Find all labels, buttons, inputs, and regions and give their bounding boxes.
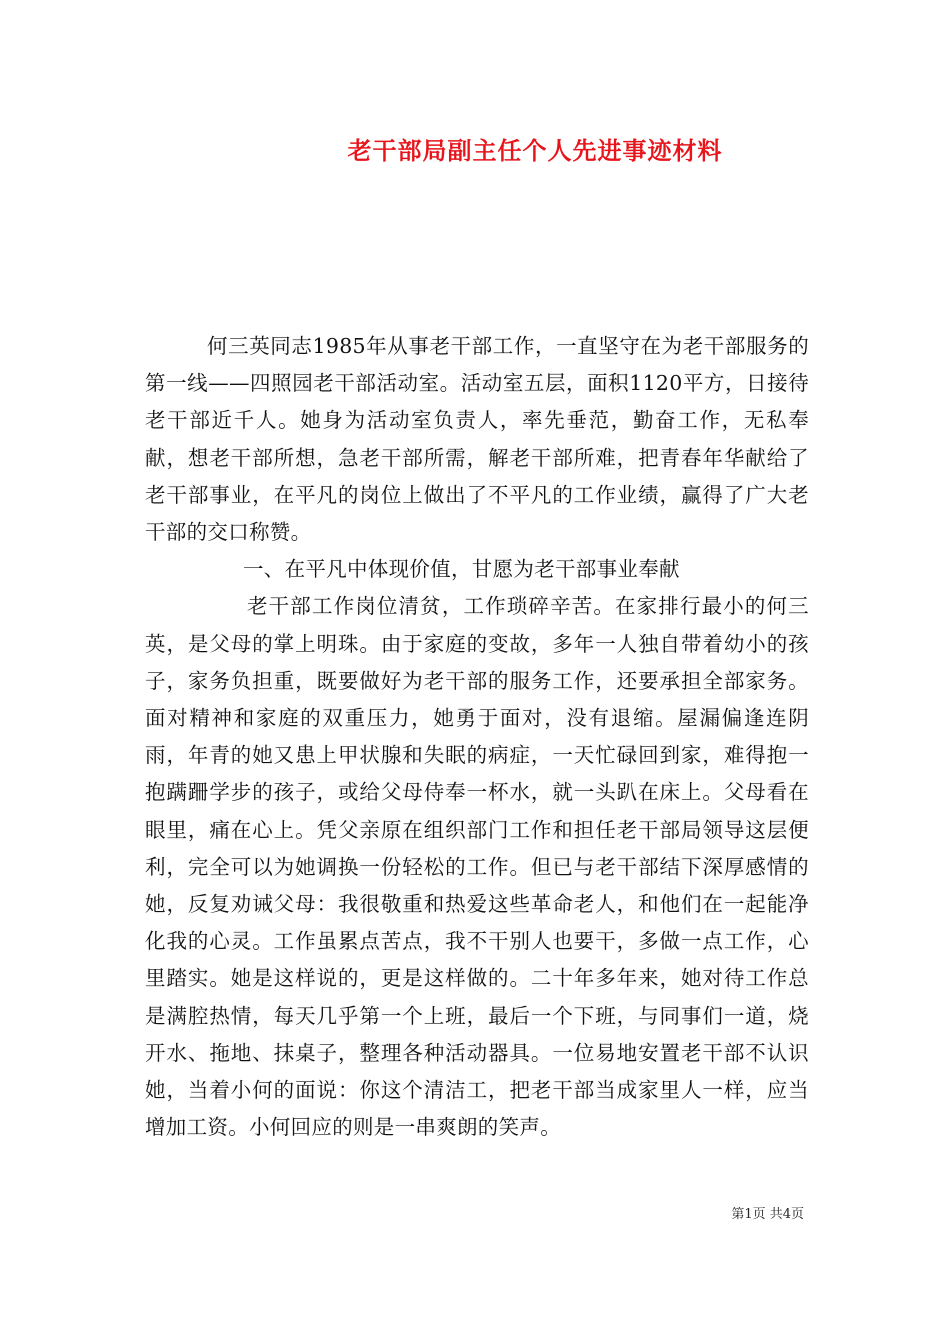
document-body <box>145 328 809 1146</box>
paragraph-intro: 何三英同志1985年从事老干部工作，一直坚守在为老干部服务的第一线——四照园老干部活动室。活动室五层，面积1120平方，日接待老干部近千人。她身为活动室负责人，率先垂范，勤奋工作，无私奉献，想老干部所想，急老干部所需，解老干部所难，把青春年华献给了老干部事业，在平凡的岗位上做出了不平凡的工作业绩，赢得了广大老干部的交口称赞。 <box>145 334 809 545</box>
paragraph-section-1: 老干部工作岗位清贫，工作琐碎辛苦。在家排行最小的何三英，是父母的掌上明珠。由于家庭的变故，多年一人独自带着幼小的孩子，家务负担重，既要做好为老干部的服务工作，还要承担全部家务。面对精神和家庭的双重压力，她勇于面对，没有退缩。屋漏偏逢连阴雨，年青的她又患上甲状腺和失眠的病症，一天忙碌回到家，难得抱一抱蹒跚学步的孩子，或给父母侍奉一杯水，就一头趴在床上。父母看在眼里，痛在心上。凭父亲原在组织部门工作和担任老干部局领导这层便利，完全可以为她调换一份轻松的工作。但已与老干部结下深厚感情的她，反复劝诫父母：我很敬重和热爱这些革命老人，和他们在一起能净化我的心灵。工作虽累点苦点，我不干别人也要干，多做一点工作，心里踏实。她是这样说的，更是这样做的。二十年多年来，她对待工作总是满腔热情，每天几乎第一个上班，最后一个下班，与同事们一道，烧开水、拖地、抹桌子，整理各种活动器具。一位易地安置老干部不认识她，当着小何的面说：你这个清洁工，把老干部当成家里人一样，应当增加工资。小何回应的则是一串爽朗的笑声。 <box>145 594 809 1140</box>
document-title: 老干部局副主任个人先进事迹材料 <box>347 136 723 165</box>
page-number-footer: 第1页 共4页 <box>731 1207 804 1222</box>
section-heading: 一、在平凡中体现价值，甘愿为老干部事业奉献 <box>243 557 680 582</box>
